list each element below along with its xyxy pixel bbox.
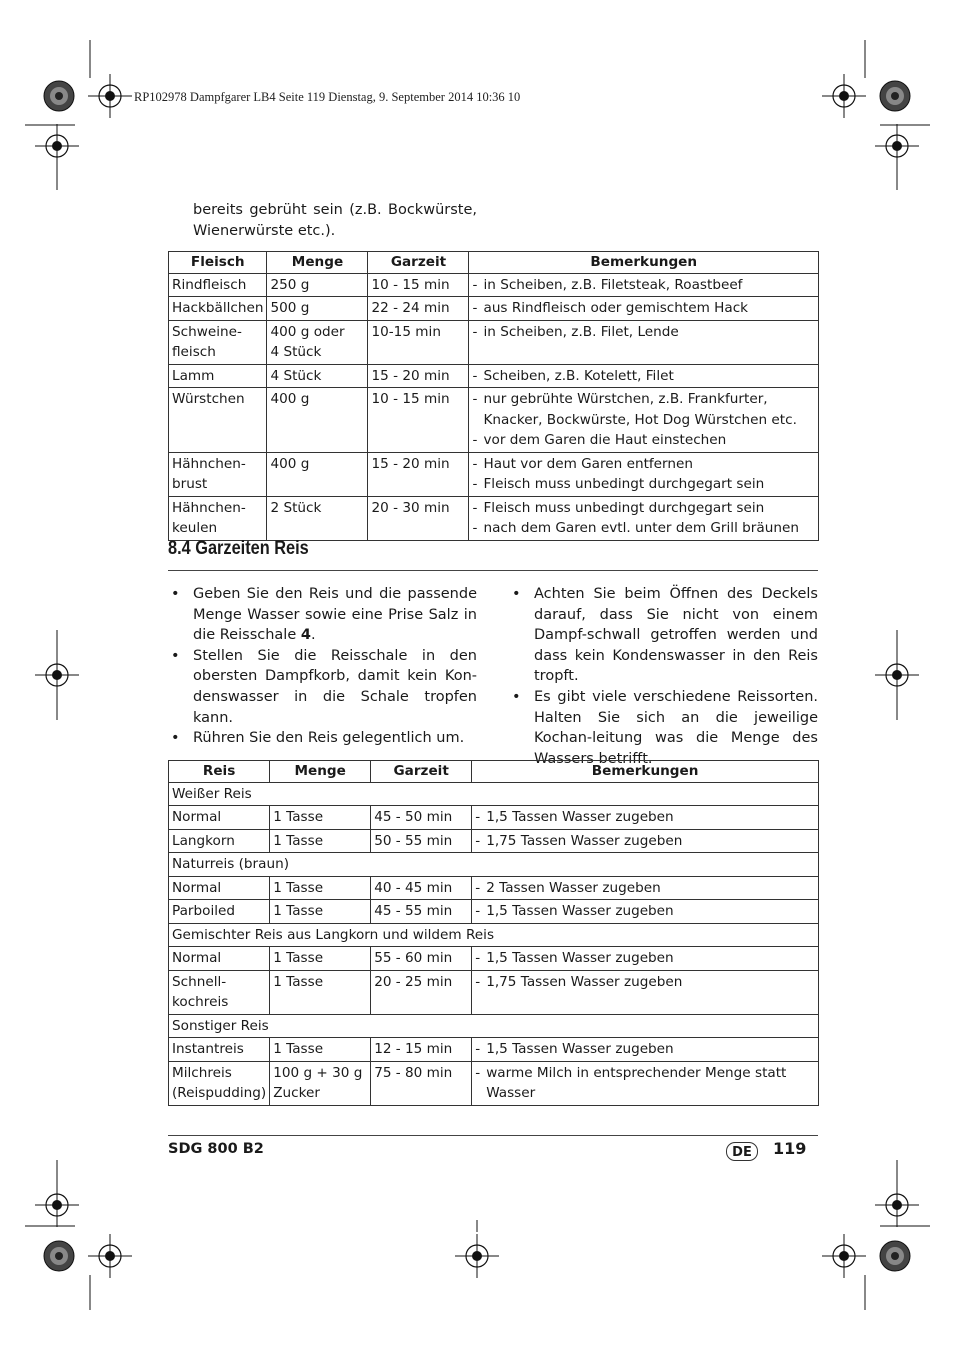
intro-paragraph: bereits gebrüht sein (z.B. Bockwürste, Wienerwürste etc.). [193, 202, 477, 239]
table-row [169, 273, 819, 297]
remarks-cell [469, 297, 819, 321]
remark-item: - aus Rindfleisch oder gemischtem Hack [472, 298, 815, 319]
table-row [169, 1061, 819, 1105]
remarks-cell [469, 364, 819, 388]
amount-cell [267, 320, 368, 364]
remarks-cell [472, 876, 819, 900]
item-label: Hähnchen- [172, 499, 246, 516]
item-label: Schweine- [172, 323, 242, 340]
remarks-cell [472, 947, 819, 971]
group-label: Gemischter Reis aus Langkorn und wildem Reis [169, 923, 819, 947]
amount-cell [267, 364, 368, 388]
table-row [169, 388, 819, 453]
item-label: (Reispudding) [172, 1085, 267, 1101]
item-cell [169, 970, 270, 1014]
time-cell: 75 - 80 min [371, 1061, 472, 1105]
amount-label: 4 Stück [270, 344, 322, 360]
item-cell [169, 829, 270, 853]
remark-item: - 1,75 Tassen Wasser zugeben [475, 972, 815, 993]
table-row [169, 829, 819, 853]
item-label: brust [172, 476, 208, 492]
bullet-text: Es gibt viele verschiedene Reissorten. Halten Sie sich an die jeweilige Kochan-leitung was die Menge des Wassers betrifft. [534, 688, 818, 767]
amount-label: 400 g [270, 391, 310, 407]
table-group-row [169, 782, 819, 806]
amount-cell [270, 829, 371, 853]
remark-item: - nur gebrühte Würstchen, z.B. Frankfurter, Knacker, Bockwürste, Hot Dog Würstchen etc. [472, 389, 815, 430]
remarks-cell [472, 900, 819, 924]
amount-cell [267, 452, 368, 496]
bullet-text: Geben Sie den Reis und die passende Menge Wasser sowie eine Prise Salz in die Reisschale [193, 586, 477, 644]
time-cell: 55 - 60 min [371, 947, 472, 971]
group-label: Naturreis (braun) [169, 853, 819, 877]
item-cell [169, 452, 267, 496]
group-label: Sonstiger Reis [169, 1014, 819, 1038]
remarks-cell [472, 829, 819, 853]
amount-cell [267, 496, 368, 540]
table-row [169, 320, 819, 364]
table-row [169, 876, 819, 900]
amount-cell [270, 900, 371, 924]
item-label: fleisch [172, 344, 216, 360]
amount-label: 1 Tasse [273, 950, 324, 966]
remark-item: - Fleisch muss unbedingt durchgegart sein [472, 498, 815, 519]
table-header-row [169, 252, 819, 274]
bullet-item [168, 646, 477, 728]
table-row [169, 364, 819, 388]
table-row [169, 452, 819, 496]
column-header: Menge [270, 761, 371, 783]
section-title: 8.4 Garzeiten Reis [168, 538, 309, 559]
remark-item: - 1,75 Tassen Wasser zugeben [475, 831, 815, 852]
item-label: kochreis [172, 994, 229, 1010]
item-cell [169, 297, 267, 321]
remark-item: - 1,5 Tassen Wasser zugeben [475, 901, 815, 922]
amount-label: 100 g + 30 g [273, 1064, 363, 1081]
amount-label: 1 Tasse [273, 879, 324, 896]
page-number: 119 [773, 1139, 807, 1158]
amount-label: 4 Stück [270, 367, 322, 384]
amount-label: Zucker [273, 1085, 320, 1101]
amount-label: 400 g oder [270, 323, 345, 340]
item-cell [169, 320, 267, 364]
amount-label: 1 Tasse [273, 832, 324, 849]
table-row [169, 1038, 819, 1062]
item-cell [169, 806, 270, 830]
time-cell: 40 - 45 min [371, 876, 472, 900]
amount-label: 250 g [270, 276, 310, 293]
bullet-item [509, 687, 818, 769]
remark-item: - in Scheiben, z.B. Filet, Lende [472, 322, 815, 343]
remark-item: - warme Milch in entsprechender Menge statt Wasser [475, 1063, 815, 1104]
amount-cell [270, 876, 371, 900]
bullet-ref-number: 4 [300, 627, 311, 644]
time-cell: 20 - 30 min [368, 496, 469, 540]
column-header: Fleisch [169, 252, 267, 274]
amount-label: 1 Tasse [273, 903, 324, 919]
table-row [169, 806, 819, 830]
table-header-row [169, 761, 819, 783]
time-cell: 20 - 25 min [371, 970, 472, 1014]
item-label: Normal [172, 879, 222, 896]
item-cell [169, 947, 270, 971]
bullet-text: Rühren Sie den Reis gelegentlich um. [193, 730, 465, 747]
remarks-cell [469, 496, 819, 540]
item-cell [169, 273, 267, 297]
item-cell [169, 900, 270, 924]
time-cell: 45 - 50 min [371, 806, 472, 830]
instructions-left [168, 584, 477, 749]
time-cell: 10 - 15 min [368, 388, 469, 453]
amount-label: 1 Tasse [273, 973, 324, 990]
item-label: Normal [172, 809, 222, 825]
bullet-text-end: . [310, 627, 316, 644]
item-label: Rindfleisch [172, 276, 247, 293]
time-cell: 10 - 15 min [368, 273, 469, 297]
column-header: Reis [169, 761, 270, 783]
amount-cell [267, 297, 368, 321]
item-cell [169, 1061, 270, 1105]
bullet-item [168, 584, 477, 646]
item-label: Lamm [172, 367, 215, 384]
remarks-cell [472, 1061, 819, 1105]
remark-item: - vor dem Garen die Haut einstechen [472, 430, 815, 451]
amount-cell [270, 970, 371, 1014]
amount-cell [270, 806, 371, 830]
column-header: Menge [267, 252, 368, 274]
table-group-row [169, 923, 819, 947]
item-label: keulen [172, 520, 218, 536]
table-row [169, 297, 819, 321]
column-header: Bemerkungen [472, 761, 819, 783]
time-cell: 45 - 55 min [371, 900, 472, 924]
amount-cell [270, 947, 371, 971]
amount-label: 2 Stück [270, 499, 322, 516]
item-label: Parboiled [172, 903, 235, 919]
item-label: Hackbällchen [172, 300, 264, 316]
print-header: RP102978 Dampfgarer LB4 Seite 119 Dienstag, 9. September 2014 10:36 10 [134, 90, 521, 104]
remark-item: - 2 Tassen Wasser zugeben [475, 878, 815, 899]
amount-cell [267, 388, 368, 453]
remarks-cell [469, 273, 819, 297]
item-cell [169, 496, 267, 540]
remark-item: - in Scheiben, z.B. Filetsteak, Roastbeef [472, 275, 815, 296]
item-label: Hähnchen- [172, 455, 246, 472]
time-cell: 50 - 55 min [371, 829, 472, 853]
rice-cooking-table [168, 760, 819, 1106]
remark-item: - 1,5 Tassen Wasser zugeben [475, 948, 815, 969]
time-cell: 15 - 20 min [368, 452, 469, 496]
table-row [169, 900, 819, 924]
bullet-text: Achten Sie beim Öffnen des Deckels darauf, dass Sie nicht von einem Dampf-schwall getroffen werden und dass kein Kondenswasser in den Reis tropft. [534, 586, 818, 685]
item-label: Normal [172, 950, 222, 966]
table-group-row [169, 1014, 819, 1038]
bullet-item [509, 584, 818, 687]
amount-cell [270, 1038, 371, 1062]
time-cell: 12 - 15 min [371, 1038, 472, 1062]
time-cell: 10-15 min [368, 320, 469, 364]
item-label: Schnell- [172, 973, 227, 990]
bullet-item [168, 728, 477, 749]
remark-item: - Fleisch muss unbedingt durchgegart sein [472, 474, 815, 495]
remarks-cell [472, 806, 819, 830]
amount-cell [270, 1061, 371, 1105]
amount-label: 400 g [270, 455, 310, 472]
item-cell [169, 876, 270, 900]
table-row [169, 947, 819, 971]
footer-model: SDG 800 B2 [168, 1141, 264, 1157]
bullet-text: Stellen Sie die Reisschale in den obersten Dampfkorb, damit kein Kon-denswasser in die Schale tropfen kann. [193, 647, 477, 726]
instructions-right [509, 584, 818, 769]
column-header: Garzeit [371, 761, 472, 783]
item-cell [169, 1038, 270, 1062]
meat-cooking-table [168, 251, 819, 541]
remarks-cell [472, 1038, 819, 1062]
section-divider [168, 570, 818, 571]
table-group-row [169, 853, 819, 877]
remark-item: - Scheiben, z.B. Kotelett, Filet [472, 366, 815, 387]
remark-item: - 1,5 Tassen Wasser zugeben [475, 807, 815, 828]
remarks-cell [469, 388, 819, 453]
item-label: Milchreis [172, 1064, 232, 1081]
item-label: Langkorn [172, 832, 235, 849]
remark-item: - 1,5 Tassen Wasser zugeben [475, 1039, 815, 1060]
table-row [169, 496, 819, 540]
remark-item: - Haut vor dem Garen entfernen [472, 454, 815, 475]
item-cell [169, 364, 267, 388]
item-label: Instantreis [172, 1041, 244, 1057]
time-cell: 22 - 24 min [368, 297, 469, 321]
column-header: Garzeit [368, 252, 469, 274]
remarks-cell [469, 452, 819, 496]
remarks-cell [472, 970, 819, 1014]
item-cell [169, 388, 267, 453]
language-badge: DE [726, 1142, 758, 1161]
time-cell: 15 - 20 min [368, 364, 469, 388]
table-row [169, 970, 819, 1014]
column-header: Bemerkungen [469, 252, 819, 274]
group-label: Weißer Reis [169, 782, 819, 806]
item-label: Würstchen [172, 391, 245, 407]
amount-label: 1 Tasse [273, 1041, 324, 1057]
amount-label: 1 Tasse [273, 809, 324, 825]
remark-item: - nach dem Garen evtl. unter dem Grill bräunen [472, 518, 815, 539]
remarks-cell [469, 320, 819, 364]
amount-label: 500 g [270, 300, 310, 316]
amount-cell [267, 273, 368, 297]
footer-divider [168, 1135, 818, 1136]
